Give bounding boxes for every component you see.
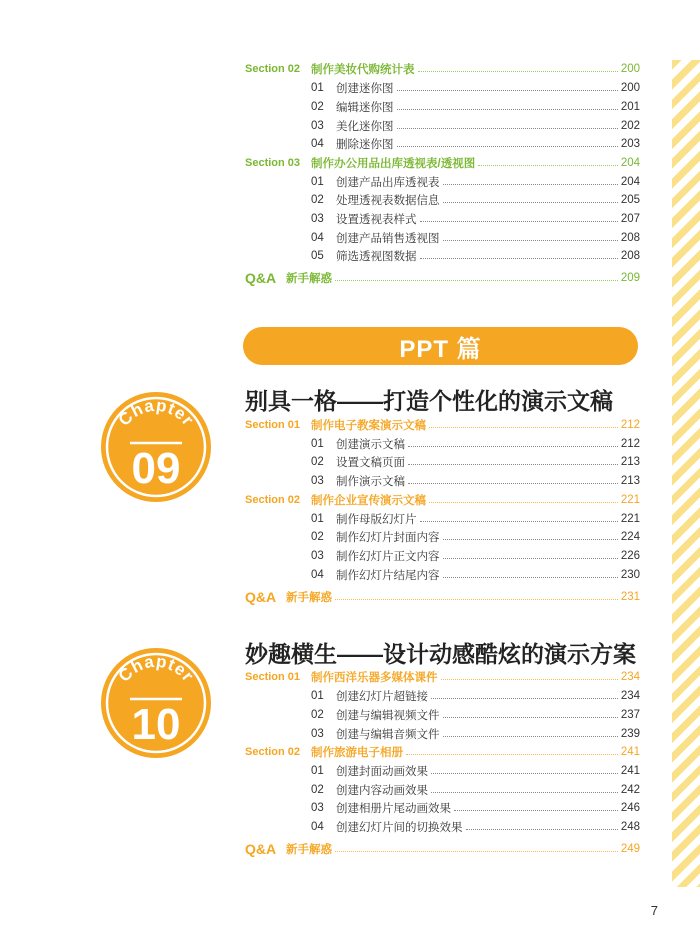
leader-dots <box>429 427 618 428</box>
item-title: 制作幻灯片结尾内容 <box>336 569 440 582</box>
chapter-title: 妙趣横生——设计动感酷炫的演示方案 <box>245 641 636 667</box>
toc-item[interactable] <box>245 527 640 546</box>
leader-dots <box>408 446 618 447</box>
item-title: 创建产品出库透视表 <box>336 176 440 189</box>
item-number: 04 <box>311 137 324 150</box>
leader-dots <box>478 165 618 166</box>
page-ref: 204 <box>620 156 640 169</box>
page-ref: 234 <box>620 689 640 702</box>
leader-dots <box>443 202 618 203</box>
section-tag: Section 01 <box>245 670 301 683</box>
leader-dots <box>418 71 618 72</box>
page-ref: 224 <box>620 530 640 543</box>
toc-item[interactable] <box>245 209 640 228</box>
toc-item[interactable] <box>245 705 640 724</box>
section-tag: Section 02 <box>245 62 301 75</box>
page-ref: 202 <box>620 119 640 132</box>
item-number: 02 <box>311 530 324 543</box>
item-title: 创建内容动画效果 <box>336 784 428 797</box>
badge-word: Chapter <box>114 395 198 430</box>
page-ref: 200 <box>620 81 640 94</box>
item-title: 制作演示文稿 <box>336 475 405 488</box>
toc-item[interactable] <box>245 172 640 191</box>
toc-item[interactable] <box>245 471 640 490</box>
toc-qa[interactable] <box>245 587 640 606</box>
item-title: 筛选透视图数据 <box>336 250 417 263</box>
page-ref: 209 <box>620 271 640 284</box>
item-title: 制作幻灯片正文内容 <box>336 550 440 563</box>
item-number: 05 <box>311 249 324 262</box>
decorative-stripe <box>672 60 700 887</box>
page-ref: 204 <box>620 175 640 188</box>
item-number: 03 <box>311 212 324 225</box>
chapter-title: 别具一格——打造个性化的演示文稿 <box>245 388 613 414</box>
page-ref: 241 <box>620 745 640 758</box>
item-number: 03 <box>311 119 324 132</box>
chapter-09-badge <box>100 391 212 503</box>
page-ref: 207 <box>620 212 640 225</box>
page-ref: 231 <box>620 590 640 603</box>
item-title: 创建产品销售透视图 <box>336 232 440 245</box>
qa-title: 新手解惑 <box>286 272 332 285</box>
item-number: 03 <box>311 549 324 562</box>
leader-dots <box>429 502 618 503</box>
toc-item[interactable] <box>245 228 640 247</box>
item-number: 03 <box>311 474 324 487</box>
page-ref: 213 <box>620 455 640 468</box>
toc-item[interactable] <box>245 817 640 836</box>
leader-dots <box>420 258 618 259</box>
leader-dots <box>443 539 618 540</box>
section-tag: Section 02 <box>245 745 301 758</box>
leader-dots <box>335 851 618 852</box>
leader-dots <box>454 810 618 811</box>
toc-item[interactable] <box>245 452 640 471</box>
item-number: 01 <box>311 512 324 525</box>
toc-section[interactable] <box>245 153 640 172</box>
item-number: 01 <box>311 437 324 450</box>
item-title: 制作幻灯片封面内容 <box>336 531 440 544</box>
leader-dots <box>408 483 618 484</box>
page-ref: 246 <box>620 801 640 814</box>
leader-dots <box>443 717 618 718</box>
toc-qa[interactable] <box>245 268 640 287</box>
section-title: 制作美妆代购统计表 <box>311 63 415 76</box>
page-ref: 242 <box>620 783 640 796</box>
toc-section[interactable] <box>245 415 640 434</box>
badge-word: Chapter <box>114 651 198 686</box>
page-ref: 212 <box>620 418 640 431</box>
leader-dots <box>397 90 618 91</box>
toc-item[interactable] <box>245 798 640 817</box>
toc-item[interactable] <box>245 565 640 584</box>
toc-item[interactable] <box>245 134 640 153</box>
toc-item[interactable] <box>245 724 640 743</box>
toc-item[interactable] <box>245 546 640 565</box>
item-number: 04 <box>311 820 324 833</box>
badge-number: 09 <box>131 444 181 493</box>
qa-title: 新手解惑 <box>286 843 332 856</box>
item-title: 制作母版幻灯片 <box>336 513 417 526</box>
leader-dots <box>408 464 618 465</box>
badge-number: 10 <box>131 700 181 749</box>
item-number: 02 <box>311 193 324 206</box>
section-title: 制作旅游电子相册 <box>311 746 403 759</box>
item-number: 02 <box>311 783 324 796</box>
item-title: 创建迷你图 <box>336 82 394 95</box>
section-tag: Section 01 <box>245 418 301 431</box>
page-ref: 230 <box>620 568 640 581</box>
leader-dots <box>397 109 618 110</box>
toc-item[interactable] <box>245 116 640 135</box>
toc-item[interactable] <box>245 78 640 97</box>
qa-title: 新手解惑 <box>286 591 332 604</box>
page-ref: 208 <box>620 249 640 262</box>
item-title: 创建相册片尾动画效果 <box>336 802 451 815</box>
page-ref: 203 <box>620 137 640 150</box>
item-title: 删除迷你图 <box>336 138 394 151</box>
item-title: 处理透视表数据信息 <box>336 194 440 207</box>
leader-dots <box>406 754 618 755</box>
page-ref: 200 <box>620 62 640 75</box>
leader-dots <box>420 521 618 522</box>
page-ref: 212 <box>620 437 640 450</box>
toc-qa[interactable] <box>245 839 640 858</box>
page-ref: 221 <box>620 493 640 506</box>
page-ref: 201 <box>620 100 640 113</box>
leader-dots <box>443 184 618 185</box>
item-number: 02 <box>311 100 324 113</box>
leader-dots <box>443 240 618 241</box>
leader-dots <box>335 280 618 281</box>
item-number: 01 <box>311 175 324 188</box>
page-ref: 241 <box>620 764 640 777</box>
leader-dots <box>420 221 618 222</box>
item-title: 创建幻灯片间的切换效果 <box>336 821 463 834</box>
qa-tag: Q&A <box>245 269 277 286</box>
section-title: 制作办公用品出库透视表/透视图 <box>311 157 476 170</box>
section-tag: Section 02 <box>245 493 301 506</box>
page-ref: 226 <box>620 549 640 562</box>
leader-dots <box>443 736 618 737</box>
item-title: 创建与编辑视频文件 <box>336 709 440 722</box>
section-title: 制作企业宣传演示文稿 <box>311 494 426 507</box>
leader-dots <box>397 128 618 129</box>
leader-dots <box>431 773 618 774</box>
item-number: 02 <box>311 708 324 721</box>
item-number: 03 <box>311 727 324 740</box>
item-title: 创建封面动画效果 <box>336 765 428 778</box>
section-title: 制作电子教案演示文稿 <box>311 419 426 432</box>
page-ref: 205 <box>620 193 640 206</box>
item-title: 设置文稿页面 <box>336 456 405 469</box>
toc-item[interactable] <box>245 190 640 209</box>
leader-dots <box>335 599 618 600</box>
page-ref: 208 <box>620 231 640 244</box>
item-title: 设置透视表样式 <box>336 213 417 226</box>
item-title: 美化迷你图 <box>336 120 394 133</box>
section-tag: Section 03 <box>245 156 301 169</box>
toc-item[interactable] <box>245 761 640 780</box>
toc-section[interactable] <box>245 59 640 78</box>
page-ref: 239 <box>620 727 640 740</box>
item-number: 03 <box>311 801 324 814</box>
toc-item[interactable] <box>245 97 640 116</box>
qa-tag: Q&A <box>245 588 277 605</box>
page-ref: 234 <box>620 670 640 683</box>
qa-tag: Q&A <box>245 840 277 857</box>
item-number: 01 <box>311 81 324 94</box>
toc-item[interactable] <box>245 780 640 799</box>
page-ref: 221 <box>620 512 640 525</box>
page-ref: 213 <box>620 474 640 487</box>
item-title: 编辑迷你图 <box>336 101 394 114</box>
toc-item[interactable] <box>245 246 640 265</box>
page-ref: 249 <box>620 842 640 855</box>
toc-section[interactable] <box>245 490 640 509</box>
toc-item[interactable] <box>245 686 640 705</box>
item-number: 02 <box>311 455 324 468</box>
leader-dots <box>443 558 618 559</box>
item-number: 01 <box>311 689 324 702</box>
item-title: 创建幻灯片超链接 <box>336 690 428 703</box>
item-title: 创建与编辑音频文件 <box>336 728 440 741</box>
leader-dots <box>431 698 618 699</box>
item-title: 创建演示文稿 <box>336 438 405 451</box>
part-banner: PPT 篇 <box>243 327 638 365</box>
toc-section[interactable] <box>245 667 640 686</box>
leader-dots <box>397 146 618 147</box>
item-number: 04 <box>311 568 324 581</box>
toc-section[interactable] <box>245 742 640 761</box>
toc-item[interactable] <box>245 434 640 453</box>
page-ref: 248 <box>620 820 640 833</box>
leader-dots <box>431 792 618 793</box>
page-number: 7 <box>650 903 658 918</box>
section-title: 制作西洋乐器多媒体课件 <box>311 671 438 684</box>
toc-item[interactable] <box>245 509 640 528</box>
page-ref: 237 <box>620 708 640 721</box>
chapter-10-badge <box>100 647 212 759</box>
leader-dots <box>441 679 618 680</box>
item-number: 04 <box>311 231 324 244</box>
leader-dots <box>443 577 618 578</box>
leader-dots <box>466 829 618 830</box>
item-number: 01 <box>311 764 324 777</box>
